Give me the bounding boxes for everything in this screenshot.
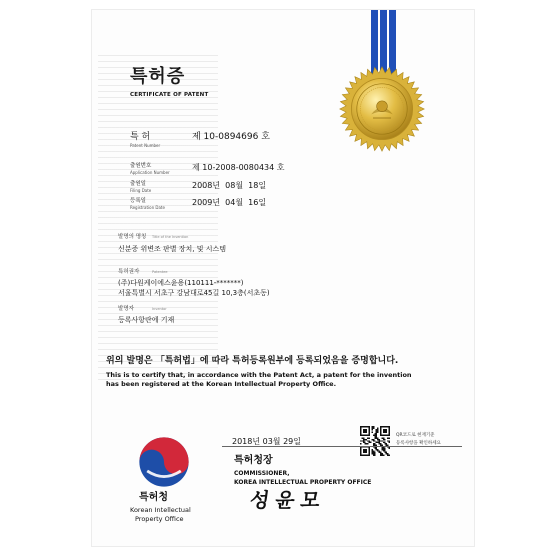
inventor-label: 발명자 bbox=[118, 306, 134, 312]
kipo-name-en-1: Korean Intellectual bbox=[130, 506, 191, 514]
qr-code-icon[interactable] bbox=[360, 426, 390, 456]
registration-date-label: 등록일 bbox=[130, 198, 146, 204]
patent-number-label: 특 허 bbox=[130, 132, 151, 142]
filing-date-value: 2008년 08월 18일 bbox=[192, 181, 267, 190]
kipo-taegeuk-icon bbox=[136, 434, 192, 490]
filing-date-label: 출원일 bbox=[130, 181, 146, 187]
qr-caption-1: QR코드로 현재기준 bbox=[396, 433, 435, 438]
issue-date: 2018년 03월 29일 bbox=[232, 437, 301, 446]
registration-date-value: 2009년 04월 16일 bbox=[192, 198, 267, 207]
patentee-label: 특허권자 bbox=[118, 269, 140, 275]
certification-statement-en-2: has been registered at the Korean Intellectual Property Office. bbox=[106, 380, 337, 388]
certification-statement-en-1: This is to certify that, in accordance with the Patent Act, a patent for the invention bbox=[106, 371, 412, 379]
background-watermark bbox=[98, 50, 218, 380]
patent-certificate bbox=[92, 10, 474, 546]
invention-title-value: 신분증 위변조 판별 장치, 및 시스템 bbox=[118, 245, 227, 253]
commissioner-title-en-2: KOREA INTELLECTUAL PROPERTY OFFICE bbox=[234, 479, 372, 486]
commissioner-title-en-1: COMMISSIONER, bbox=[234, 470, 290, 477]
inventor-label-en: Inventor bbox=[152, 307, 167, 311]
patent-number-value: 제 10-0894696 호 bbox=[192, 132, 270, 142]
patentee-name: (주)다원케이에스윤용(110111-*******) bbox=[118, 279, 244, 287]
certificate-subtitle: CERTIFICATE OF PATENT bbox=[130, 92, 209, 98]
commissioner-signature: 성윤모 bbox=[248, 488, 328, 512]
patent-number-label-en: Patent Number bbox=[130, 143, 161, 148]
commissioner-title-ko: 특허청장 bbox=[234, 455, 273, 466]
kipo-logo-text: 특허청 bbox=[139, 492, 168, 503]
signature-divider bbox=[222, 446, 462, 447]
qr-caption-2: 등록사항을 확인하세요 bbox=[396, 441, 441, 446]
certification-statement-ko: 위의 발명은 「특허법」에 따라 특허등록원부에 등록되었음을 증명합니다. bbox=[106, 356, 399, 366]
application-number-label: 출원번호 bbox=[130, 163, 152, 169]
kipo-name-en-2: Property Office bbox=[135, 515, 184, 523]
gold-seal-icon bbox=[337, 64, 427, 154]
invention-title-label-en: Title of the Invention bbox=[152, 235, 189, 239]
patentee-address: 서울특별시 서초구 강남대로45길 10,3층(서초동) bbox=[118, 289, 270, 297]
application-number-label-en: Application Number bbox=[130, 170, 170, 175]
invention-title-label: 발명의 명칭 bbox=[118, 234, 147, 240]
registration-date-label-en: Registration Date bbox=[130, 205, 165, 210]
patentee-label-en: Patentee bbox=[152, 270, 168, 274]
filing-date-label-en: Filing Date bbox=[130, 188, 152, 193]
application-number-value: 제 10-2008-0080434 호 bbox=[192, 163, 285, 172]
inventor-value: 등록사항란에 기재 bbox=[118, 316, 175, 324]
certificate-title: 특허증 bbox=[130, 66, 186, 87]
